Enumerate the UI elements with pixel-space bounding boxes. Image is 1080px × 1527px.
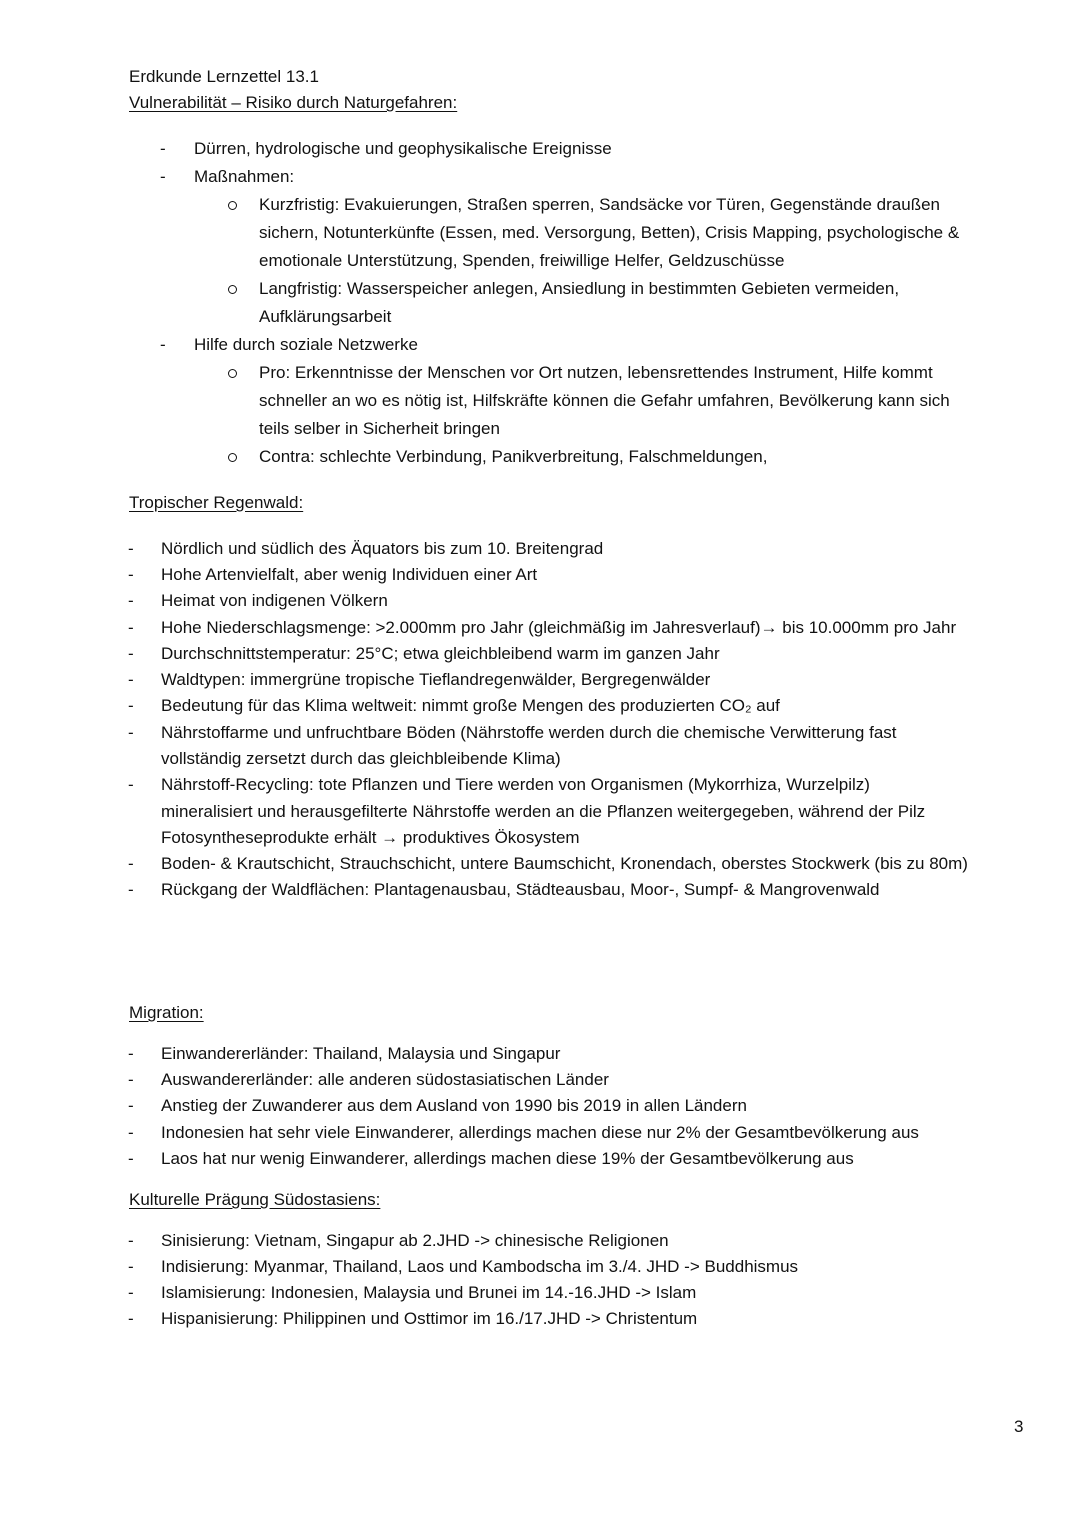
list-item: Hilfe durch soziale Netzwerke — [194, 335, 418, 354]
section-heading-vulnerability: Vulnerabilität – Risiko durch Naturgefahren: — [129, 93, 458, 112]
bullet-dash: - — [128, 644, 134, 663]
bullet-dash: - — [160, 335, 166, 354]
list-item: Contra: schlechte Verbindung, Panikverbreitung, Falschmeldungen, — [259, 447, 768, 466]
list-item: Durchschnittstemperatur: 25°C; etwa gleichbleibend warm im ganzen Jahr — [161, 644, 720, 663]
list-item: Langfristig: Wasserspeicher anlegen, Ansiedlung in bestimmten Gebieten vermeiden, — [259, 279, 900, 298]
list-item: Bedeutung für das Klima weltweit: nimmt große Mengen des produzierten CO₂ auf — [161, 696, 780, 715]
section-heading-culture: Kulturelle Prägung Südostasiens: — [129, 1190, 381, 1209]
list-item-continuation: emotionale Unterstützung, Spenden, freiwillige Helfer, Geldzuschüsse — [259, 251, 785, 270]
list-item: Sinisierung: Vietnam, Singapur ab 2.JHD -> chinesische Religionen — [161, 1231, 669, 1250]
bullet-dash: - — [128, 670, 134, 689]
list-item-continuation: Aufklärungsarbeit — [259, 307, 392, 326]
bullet-dash: - — [128, 1123, 134, 1142]
list-item: Islamisierung: Indonesien, Malaysia und Brunei im 14.-16.JHD -> Islam — [161, 1283, 697, 1302]
bullet-dash: - — [160, 139, 166, 158]
bullet-dash: - — [128, 1070, 134, 1089]
bullet-dash: - — [128, 1149, 134, 1168]
page-number: 3 — [1014, 1417, 1024, 1436]
bullet-dash: - — [128, 1044, 134, 1063]
list-item-continuation: vollständig zersetzt durch das gleichbleibende Klima) — [161, 749, 561, 768]
bullet-dash: - — [128, 854, 134, 873]
bullet-dash: - — [128, 1257, 134, 1276]
list-item: Einwandererländer: Thailand, Malaysia und Singapur — [161, 1044, 561, 1063]
list-item: Indisierung: Myanmar, Thailand, Laos und Kambodscha im 3./4. JHD -> Buddhismus — [161, 1257, 799, 1276]
bullet-dash: - — [128, 1283, 134, 1302]
bullet-dash: - — [128, 591, 134, 610]
bullet-circle — [228, 201, 237, 210]
section-heading-rainforest: Tropischer Regenwald: — [129, 493, 304, 512]
bullet-dash: - — [128, 1231, 134, 1250]
list-item: Hispanisierung: Philippinen und Osttimor im 16./17.JHD -> Christentum — [161, 1309, 698, 1328]
list-item: Dürren, hydrologische und geophysikalische Ereignisse — [194, 139, 612, 158]
bullet-dash: - — [128, 1309, 134, 1328]
bullet-dash: - — [128, 696, 134, 715]
list-item-continuation: mineralisiert und herausgefilterte Nährstoffe werden an die Pflanzen weitergegeben, während der Pilz — [161, 802, 926, 821]
bullet-dash: - — [128, 539, 134, 558]
bullet-dash: - — [128, 723, 134, 742]
list-item: Indonesien hat sehr viele Einwanderer, allerdings machen diese nur 2% der Gesamtbevölkerung aus — [161, 1123, 919, 1142]
bullet-circle — [228, 369, 237, 378]
document-title: Erdkunde Lernzettel 13.1 — [129, 67, 319, 86]
list-item-continuation: sichern, Notunterkünfte (Essen, med. Versorgung, Betten), Crisis Mapping, psychologische & — [259, 223, 960, 242]
list-item: Laos hat nur wenig Einwanderer, allerdings machen diese 19% der Gesamtbevölkerung aus — [161, 1149, 854, 1168]
bullet-dash: - — [128, 1096, 134, 1115]
list-item: Anstieg der Zuwanderer aus dem Ausland von 1990 bis 2019 in allen Ländern — [161, 1096, 747, 1115]
list-item: Maßnahmen: — [194, 167, 295, 186]
list-item: Rückgang der Waldflächen: Plantagenausbau, Städteausbau, Moor-, Sumpf- & Mangrovenwald — [161, 880, 880, 899]
bullet-dash: - — [128, 618, 134, 637]
bullet-circle — [228, 285, 237, 294]
bullet-dash: - — [128, 880, 134, 899]
list-item: Hohe Niederschlagsmenge: >2.000mm pro Jahr (gleichmäßig im Jahresverlauf)→ bis 10.000mm pro Jahr — [161, 618, 957, 637]
bullet-dash: - — [160, 167, 166, 186]
bullet-dash: - — [128, 775, 134, 794]
list-item: Auswandererländer: alle anderen südostasiatischen Länder — [161, 1070, 609, 1089]
bullet-circle — [228, 453, 237, 462]
section-heading-migration: Migration: — [129, 1003, 204, 1022]
list-item-continuation: Fotosyntheseprodukte erhält → produktives Ökosystem — [161, 828, 580, 847]
list-item: Nördlich und südlich des Äquators bis zum 10. Breitengrad — [161, 539, 604, 558]
list-item-continuation: schneller an wo es nötig ist, Hilfskräfte können die Gefahr umfahren, Bevölkerung kann sich — [259, 391, 950, 410]
list-item: Boden- & Krautschicht, Strauchschicht, untere Baumschicht, Kronendach, oberstes Stockwerk (bis zu 80m) — [161, 854, 968, 873]
list-item-continuation: teils selber in Sicherheit bringen — [259, 419, 500, 438]
list-item: Nährstoffarme und unfruchtbare Böden (Nährstoffe werden durch die chemische Verwitterung fast — [161, 723, 897, 742]
list-item: Hohe Artenvielfalt, aber wenig Individuen einer Art — [161, 565, 538, 584]
list-item: Heimat von indigenen Völkern — [161, 591, 388, 610]
list-item: Kurzfristig: Evakuierungen, Straßen sperren, Sandsäcke vor Türen, Gegenstände draußen — [259, 195, 941, 214]
bullet-dash: - — [128, 565, 134, 584]
list-item: Nährstoff-Recycling: tote Pflanzen und Tiere werden von Organismen (Mykorrhiza, Wurzelpilz) — [161, 775, 870, 794]
list-item: Waldtypen: immergrüne tropische Tieflandregenwälder, Bergregenwälder — [161, 670, 711, 689]
list-item: Pro: Erkenntnisse der Menschen vor Ort nutzen, lebensrettendes Instrument, Hilfe kommt — [259, 363, 933, 382]
